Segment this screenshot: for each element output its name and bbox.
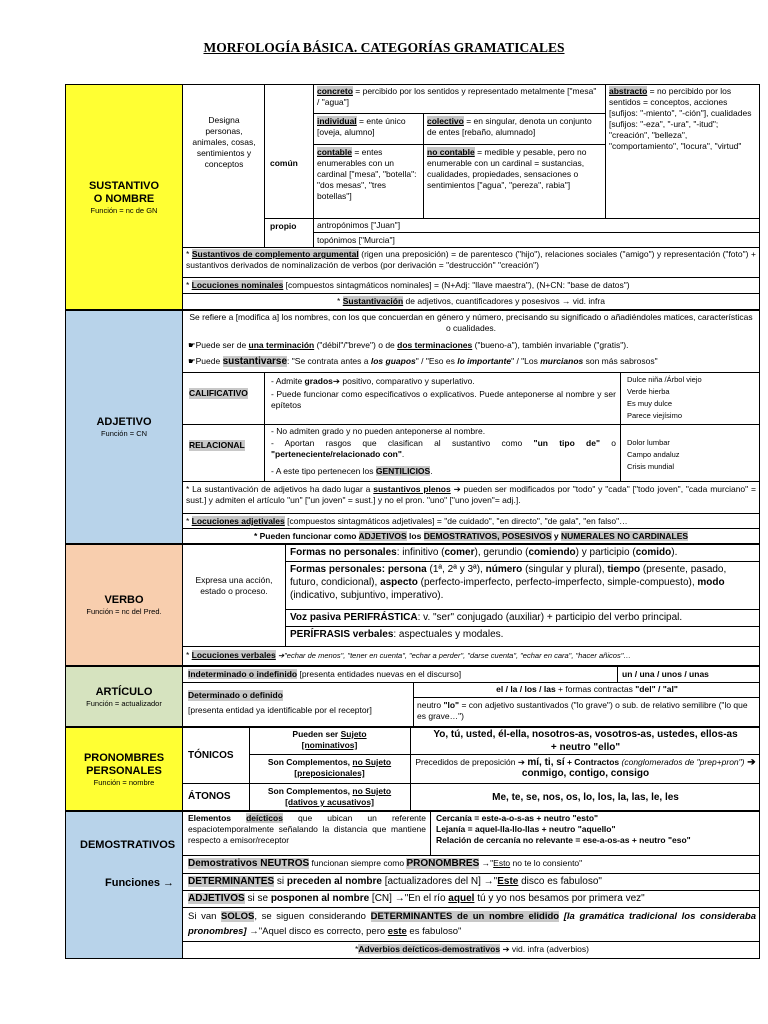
contable-text: contable = entes enumerables con un cardinal ["mesa", "botella": "dos mesas", "tres botellas"] xyxy=(317,147,417,201)
demostrativos-adjetivos: ADJETIVOS si se posponen al nombre [CN] →"En el río aquel tú y yo nos besamos por primera vez" xyxy=(188,893,645,904)
articulo-definido-formas: el / la / los / las + formas contractas "del" / "al" xyxy=(496,684,678,694)
category-function: Función = CN xyxy=(100,429,148,438)
demostrativos-determinantes: DETERMINANTES si preceden al nombre [actualizadores del N] →"Este disco es fabuloso" xyxy=(188,876,602,887)
label-propio: propio xyxy=(270,221,297,231)
category-adjetivo xyxy=(65,310,183,544)
adjetivo-note-2: * Locuciones adjetivales [compuestos sintagmáticos adjetivales] = "de cuidado", "en directo", "de gala", "en falso"… xyxy=(186,516,628,526)
verbo-perifrasis: PERÍFRASIS verbales: aspectuales y modales. xyxy=(290,629,504,640)
adjetivo-terminaciones: ☛Puede ser de una terminación ("débil"/"breve") o de dos terminaciones ("bueno-a"), también invariable ("gratis"). xyxy=(188,340,629,350)
demostrativos-definicion: Elementos deícticos que ubican un referente espaciotemporalmente señalando la distancia que mantiene respecto a emisor/receptor xyxy=(188,813,426,845)
category-function: Función = nombre xyxy=(93,777,155,787)
label-relacional: RELACIONAL xyxy=(189,440,245,450)
individual-text: individual = ente único [oveja, alumno] xyxy=(317,116,406,137)
category-name: ARTÍCULO xyxy=(95,685,153,698)
adjetivo-note-1: * La sustantivación de adjetivos ha dado lugar a sustantivos plenos ➔ pueden ser modificados por "todo" y "cada" ["todo joven", "cada murciano" = sust.] y admiten el artículo "un" ["un joven" = sust.] y no el pron. "uno" ["uno joven"= adj.]. xyxy=(186,484,756,505)
antroponimos-text: antropónimos ["Juan"] xyxy=(317,220,401,230)
demostrativos-solos: Si van SOLOS, se siguen considerando DETERMINANTES de un nombre elidido [la gramática tradicional los consideraba pronombres] →"Aquel disco es correcto, pero este es fabuloso" xyxy=(188,911,756,937)
sustantivo-designa: Designa personas, animales, cosas, sentimientos y conceptos xyxy=(192,115,256,169)
articulo-indefinido: Indeterminado o indefinido [presenta entidades nuevas en el discurso] xyxy=(188,669,462,679)
page-title: MORFOLOGÍA BÁSICA. CATEGORÍAS GRAMATICALES xyxy=(203,40,565,55)
label-comun: común xyxy=(270,158,298,168)
verbo-formas-no-personales: Formas no personales: infinitivo (comer), gerundio (comiendo) y participio (comido). xyxy=(290,547,678,558)
category-sustantivo xyxy=(65,84,183,310)
label-atonos: ÁTONOS xyxy=(188,791,231,802)
pronombres-prep-label: Son Complementos, no Sujeto [preposicionales] xyxy=(267,757,392,778)
articulo-indefinido-formas: un / una / unos / unas xyxy=(622,669,709,679)
category-verbo xyxy=(65,544,183,666)
category-name: SUSTANTIVO xyxy=(88,179,160,192)
verbo-formas-personales: Formas personales: persona (1ª, 2ª y 3ª), número (singular y plural), tiempo (presente, pasado, futuro, condicional), aspecto (perfecto-imperfecto, perfecto-imperfecto, simple-compuesto), modo (indicativo, subjuntivo, imperativo). xyxy=(290,564,727,601)
pronombres-atonos-lista: Me, te, se, nos, os, lo, los, la, las, le, les xyxy=(492,792,679,803)
sustantivo-note-1: * Sustantivos de complemento argumental (rigen una preposición) = de parentesco ("hijo"), relaciones sociales ("amigo") y representación ("foto") + sustantivos derivados de nominalización de verbos (por derivación = "destrucción" "creación") xyxy=(186,249,756,270)
calificativo-funcion: - Puede funcionar como especificativos o explicativos. Puede anteponerse al nombre y ser epítetos xyxy=(271,389,616,410)
verbo-note-1: * Locuciones verbales ➔"echar de menos", "tener en cuenta", "echar a perder", "darse cuenta", "echar en cara", "hacer añicos"… xyxy=(186,650,631,660)
category-name: VERBO xyxy=(104,594,144,606)
relacional-grado: - No admiten grado y no pueden anteponerse al nombre. xyxy=(271,426,486,436)
label-tonicos: TÓNICOS xyxy=(188,750,234,761)
category-name: O NOMBRE xyxy=(93,192,155,205)
demostrativos-distancias: Cercanía = este-a-o-s-as + neutro "esto" Lejanía = aquel-lla-llo-llas + neutro "aquello" Relación de cercanía no relevante = ese-a-os-as + neutro "eso" xyxy=(436,813,691,845)
adjetivo-sustantivarse: ☛Puede sustantivarse: "Se contrata antes a los guapos" / "Eso es lo importante" / "Los murcianos son más sabrosos" xyxy=(188,356,658,367)
abstracto-text: abstracto = no percibido por los sentidos = conceptos, acciones [sufijos: "-miento", "-ción"], cualidades [sufijos: "-eza", "-ura", "-itud"; "creación", "belleza", "comportamiento", "locura", "virtud" xyxy=(609,86,752,151)
verbo-voz-pasiva: Voz pasiva PERIFRÁSTICA: v. "ser" conjugado (auxiliar) + participio del verbo principal. xyxy=(290,612,683,623)
articulo-neutro: neutro "lo" = con adjetivo sustantivados ("lo grave") o sub. de relativo semilibre ("lo que es grave…") xyxy=(417,700,748,721)
relacional-rasgos: - Aportan rasgos que clasifican al sustantivo como "un tipo de" o "perteneciente/relacionado con". xyxy=(271,438,617,459)
category-function: Función = actualizador xyxy=(86,698,162,708)
adjetivo-intro: Se refiere a [modifica a] los nombres, con los que concuerdan en género y número, precisando su significado o añadiéndoles matices, características o cualidades. xyxy=(189,312,753,333)
pronombres-prep-lista: Precedidos de preposición ➔ mí, ti, sí + Contractos (conglomerados de "prep+pron") ➔ conmigo, contigo, consigo xyxy=(415,757,756,779)
category-function: Función = nc de GN xyxy=(90,205,158,215)
colectivo-text: colectivo = en singular, denota un conjunto de entes [rebaño, alumnado] xyxy=(427,116,592,137)
toponimos-text: topónimos ["Murcia"] xyxy=(317,235,395,245)
sustantivo-note-3: * Sustantivación de adjetivos, cuantificadores y posesivos → vid. infra xyxy=(337,296,605,306)
category-function: Función = nc del Pred. xyxy=(86,607,162,616)
calificativo-grados: - Admite grados➔ positivo, comparativo y superlativo. xyxy=(271,376,475,386)
nocontable-text: no contable = medible y pesable, pero no enumerable con un cardinal = sustancias, cualidades, propiedades, sensaciones o sentimientos ["agua", "pereza", rabia"] xyxy=(427,147,587,190)
category-pronombres xyxy=(65,727,183,811)
category-name: PERSONALES xyxy=(86,764,162,777)
demostrativos-neutros: Demostrativos NEUTROS funcionan siempre como PRONOMBRES →"Esto no te lo consiento" xyxy=(188,858,583,869)
category-articulo xyxy=(65,666,183,727)
articulo-definido: Determinado o definido [presenta entidad ya identificable por el receptor] xyxy=(188,690,372,715)
category-function: Funciones → xyxy=(105,877,175,889)
adjetivo-note-3: * Pueden funcionar como ADJETIVOS los DEMOSTRATIVOS, POSESIVOS y NUMERALES NO CARDINALES xyxy=(253,531,689,541)
verbo-expresa: Expresa una acción, estado o proceso. xyxy=(195,575,273,596)
demostrativos-adverbios: *Adverbios deícticos-demostrativos ➔ vid. infra (adverbios) xyxy=(355,944,589,954)
relacional-gentilicios: - A este tipo pertenecen los GENTILICIOS. xyxy=(271,466,433,476)
pronombres-sujeto-lista: Yo, tú, usted, él-ella, nosotros-as, vosotros-as, ustedes, ellos-as + neutro "ello" xyxy=(433,729,738,753)
sustantivo-note-2: * Locuciones nominales [compuestos sintagmáticos nominales] = (N+Adj: "llave maestra"), (N+CN: "base de datos") xyxy=(186,280,630,290)
pronombres-atonos-label: Son Complementos, no Sujeto [dativos y acusativos] xyxy=(267,786,392,807)
concreto-text: concreto = percibido por los sentidos y representado metalmente ["mesa" / "agua"] xyxy=(317,86,597,107)
category-name: DEMOSTRATIVOS xyxy=(80,839,176,851)
relacional-ejemplos: Dolor lumbar Campo andaluz Crisis mundial xyxy=(627,438,680,471)
label-calificativo: CALIFICATIVO xyxy=(189,388,248,398)
category-name: ADJETIVO xyxy=(96,416,152,428)
pronombres-sujeto-label: Pueden ser Sujeto [nominativos] xyxy=(292,729,367,750)
category-name: PRONOMBRES xyxy=(83,751,165,764)
calificativo-ejemplos: Dulce niña /Árbol viejo Verde hierba Es muy dulce Parece viejísimo xyxy=(627,375,702,420)
